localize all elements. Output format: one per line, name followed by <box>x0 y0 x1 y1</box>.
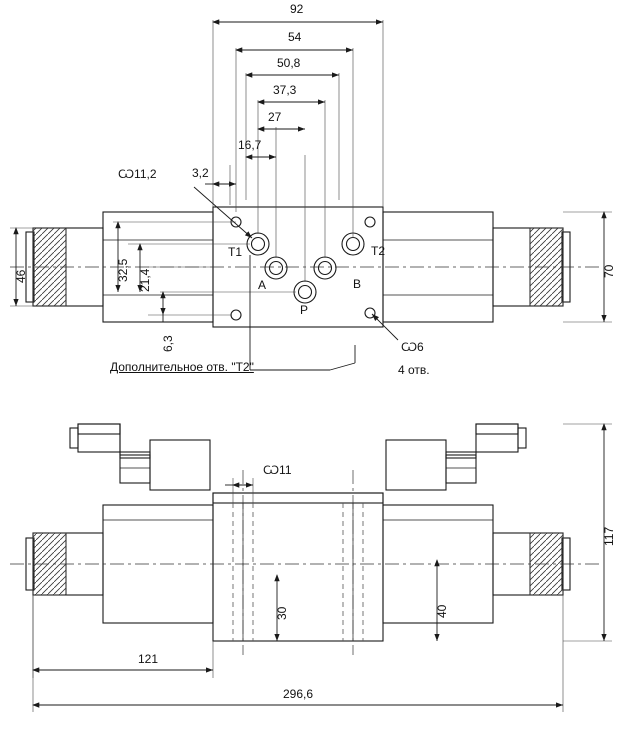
dimension-27: 27 <box>268 110 282 124</box>
dimension-50-8: 50,8 <box>277 56 301 70</box>
dimension-6-3: 6,3 <box>161 335 175 352</box>
callout-dia-11: Ѡ11 <box>263 463 292 477</box>
dimension-3-2: 3,2 <box>192 166 209 180</box>
callout-dia-6: Ѡ6 <box>401 340 424 354</box>
dimension-21-4: 21,4 <box>138 268 152 292</box>
dimension-40: 40 <box>435 604 449 618</box>
dimension-37-3: 37,3 <box>273 83 297 97</box>
dimension-92: 92 <box>290 2 304 16</box>
port-label-a: A <box>258 278 267 292</box>
dimension-70: 70 <box>602 264 616 278</box>
dimension-54: 54 <box>288 30 302 44</box>
dimension-121: 121 <box>138 652 159 666</box>
center-line-front <box>10 470 600 655</box>
dimension-296-6: 296,6 <box>283 687 314 701</box>
dimension-16-7: 16,7 <box>238 138 262 152</box>
callout-4-holes: 4 отв. <box>398 363 430 377</box>
dimension-117: 117 <box>602 526 616 546</box>
dimension-30: 30 <box>275 606 289 620</box>
leader-lines <box>194 187 398 370</box>
front-view-geometry <box>26 424 570 641</box>
hidden-lines <box>233 503 363 641</box>
note-additional-t2: Дополнительное отв. "Т2" <box>110 360 254 374</box>
dimension-46: 46 <box>14 269 28 283</box>
port-label-p: P <box>300 303 309 317</box>
port-label-t1: Т1 <box>228 245 243 259</box>
callout-dia-11-2: Ѡ11,2 <box>118 167 157 181</box>
dimension-lines-top <box>205 22 383 184</box>
dimension-32-5: 32,5 <box>116 258 130 282</box>
port-label-b: B <box>353 277 362 291</box>
port-label-t2: Т2 <box>371 244 386 258</box>
